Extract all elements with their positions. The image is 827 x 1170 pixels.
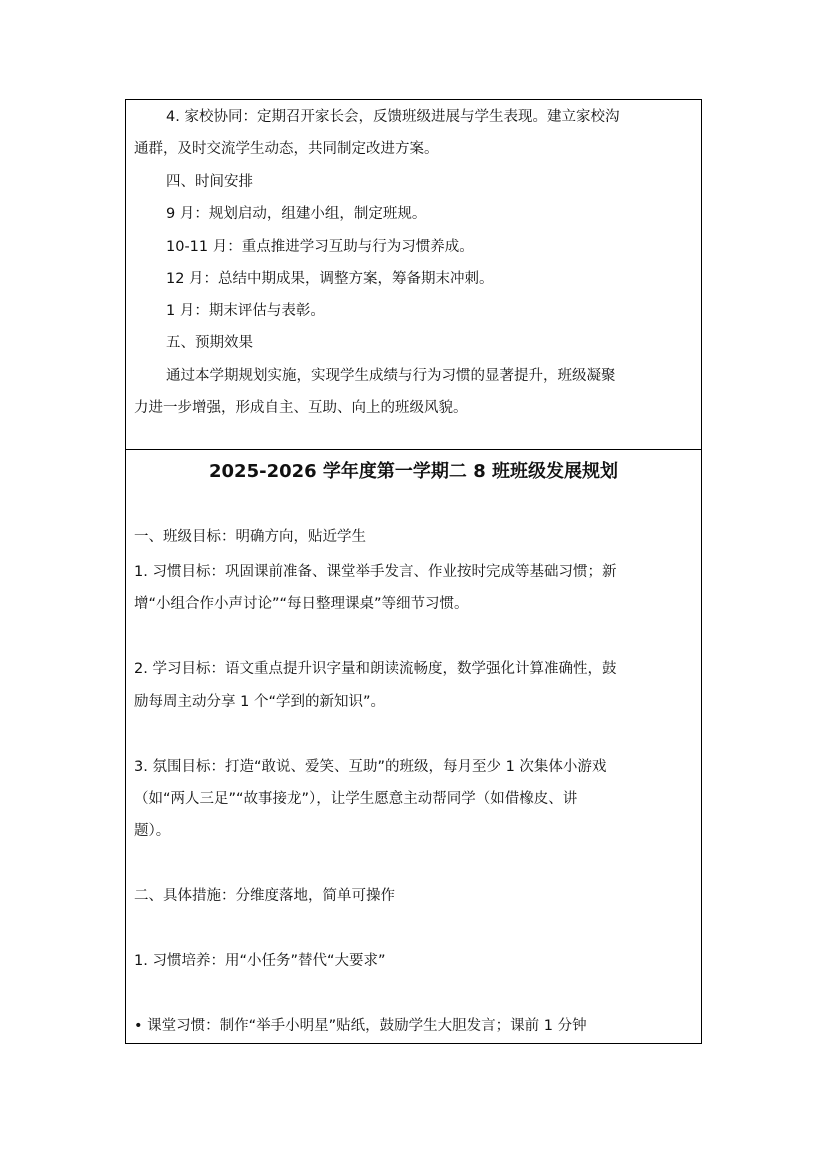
schedule-december: 12 月：总结中期成果，调整方案，筹备期末冲刺。 (166, 271, 494, 287)
schedule-january: 1 月：期末评估与表彰。 (166, 303, 325, 319)
study-goal-line1: 2. 学习目标：语文重点提升识字量和朗读流畅度，数学强化计算准确性，鼓 (134, 661, 617, 677)
expected-effect-line1: 通过本学期规划实施，实现学生成绩与行为习惯的显著提升，班级凝聚 (166, 368, 616, 384)
home-school-item-line1: 4. 家校协同：定期召开家长会，反馈班级进展与学生表现。建立家校沟 (166, 109, 620, 125)
schedule-october-november: 10-11 月：重点推进学习互助与行为习惯养成。 (166, 239, 474, 255)
atmosphere-goal-line1: 3. 氛围目标：打造“敢说、爱笑、互助”的班级，每月至少 1 次集体小游戏 (134, 759, 607, 775)
classroom-habit-bullet: • 课堂习惯：制作“举手小明星”贴纸，鼓励学生大胆发言；课前 1 分钟 (134, 1018, 587, 1034)
schedule-heading: 四、时间安排 (166, 174, 253, 190)
study-goal-line2: 励每周主动分享 1 个“学到的新知识”。 (134, 694, 385, 710)
home-school-item-line2: 通群，及时交流学生动态，共同制定改进方案。 (134, 141, 439, 157)
measures-heading: 二、具体措施：分维度落地，简单可操作 (134, 888, 395, 904)
schedule-september: 9 月：规划启动，组建小组，制定班规。 (166, 206, 427, 222)
atmosphere-goal-line2: （如“两人三足”“故事接龙”），让学生愿意主动帮同学（如借橡皮、讲 (134, 791, 578, 807)
habit-measure-heading: 1. 习惯培养：用“小任务”替代“大要求” (134, 953, 386, 969)
habit-goal-line2: 增“小组合作小声讨论”“每日整理课桌”等细节习惯。 (134, 596, 469, 612)
table-cell-continued-plan (126, 100, 701, 449)
expected-effect-heading: 五、预期效果 (166, 335, 253, 351)
expected-effect-line2: 力进一步增强，形成自主、互助、向上的班级风貌。 (134, 400, 468, 416)
class-goals-heading: 一、班级目标：明确方向，贴近学生 (134, 529, 366, 545)
page-title: 2025-2026 学年度第一学期二 8 班班级发展规划 (209, 461, 618, 482)
table-cell-class-plan (126, 450, 701, 1043)
habit-goal-line1: 1. 习惯目标：巩固课前准备、课堂举手发言、作业按时完成等基础习惯；新 (134, 564, 617, 580)
atmosphere-goal-line3: 题）。 (134, 823, 171, 839)
plan-table (125, 99, 702, 1044)
